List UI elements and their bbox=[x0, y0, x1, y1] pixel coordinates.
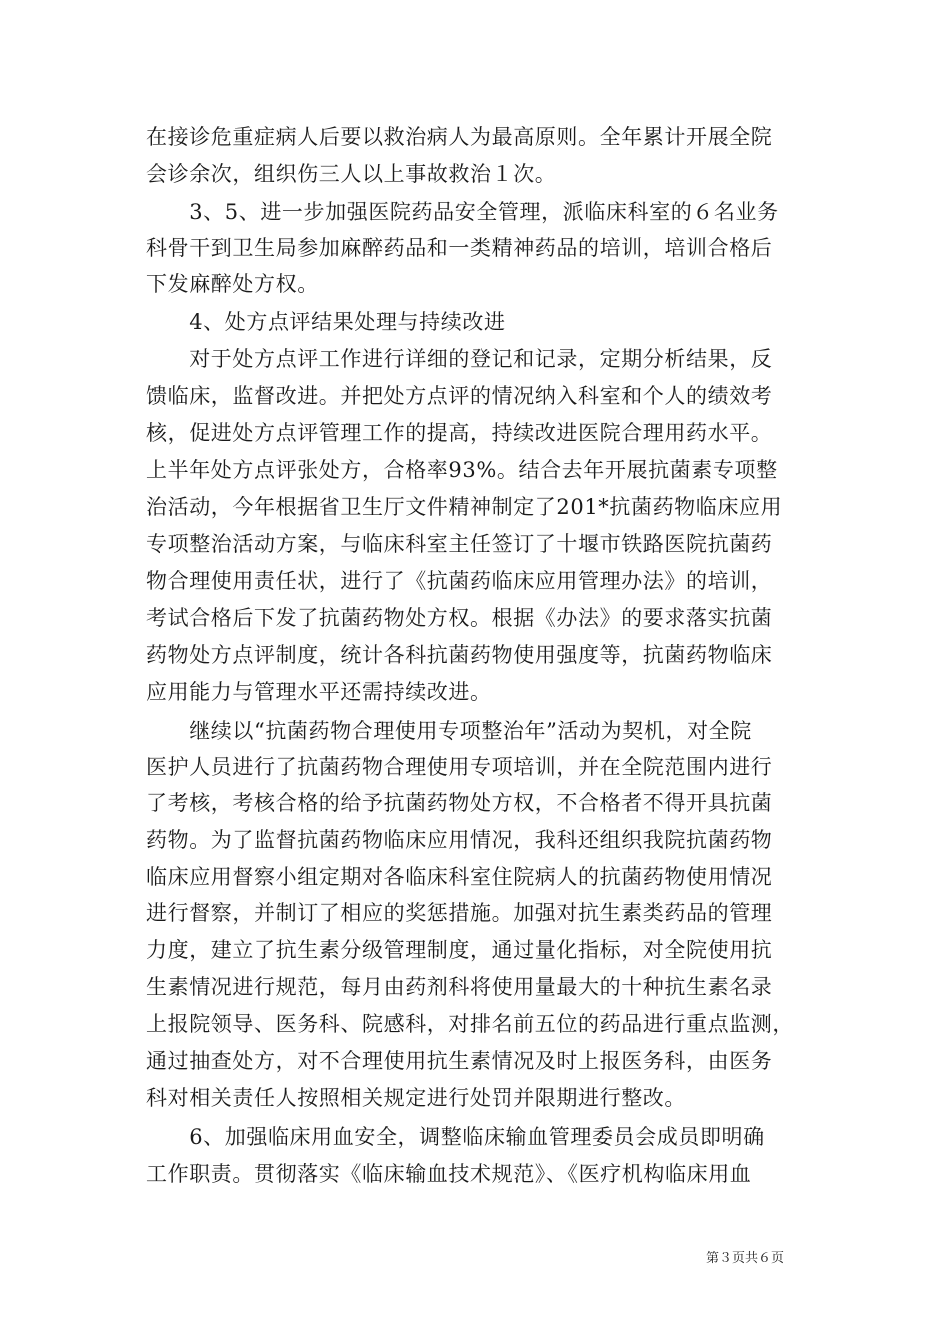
text-line: 继续以“抗菌药物合理使用专项整治年”活动为契机，对全院 bbox=[146, 719, 752, 743]
text-line: 下发麻醉处方权。 bbox=[146, 272, 319, 296]
text-line: 上报院领导、医务科、院感科，对排名前五位的药品进行重点监测， bbox=[146, 1012, 794, 1036]
text-line: 生素情况进行规范，每月由药剂科将使用量最大的十种抗生素名录 bbox=[146, 975, 773, 999]
text-line: 上半年处方点评张处方，合格率93%。结合去年开展抗菌素专项整 bbox=[146, 458, 778, 482]
text-line: 考试合格后下发了抗菌药物处方权。根据《办法》的要求落实抗菌 bbox=[146, 606, 773, 630]
text-line: 专项整治活动方案，与临床科室主任签订了十堰市铁路医院抗菌药 bbox=[146, 532, 773, 556]
text-line: 6、加强临床用血安全，调整临床输血管理委员会成员即明确 bbox=[146, 1125, 765, 1149]
text-line: 4、处方点评结果处理与持续改进 bbox=[146, 310, 506, 334]
text-line: 药物处方点评制度，统计各科抗菌药物使用强度等，抗菌药物临床 bbox=[146, 643, 773, 667]
text-line: 了考核，考核合格的给予抗菌药物处方权，不合格者不得开具抗菌 bbox=[146, 791, 773, 815]
page-footer: 第３页共６页 bbox=[706, 1251, 785, 1266]
text-line: 应用能力与管理水平还需持续改进。 bbox=[146, 680, 492, 704]
text-line: 进行督察，并制订了相应的奖惩措施。加强对抗生素类药品的管理 bbox=[146, 901, 773, 925]
text-line: 治活动，今年根据省卫生厅文件精神制定了201*抗菌药物临床应用 bbox=[146, 495, 783, 519]
text-line: 科对相关责任人按照相关规定进行处罚并限期进行整改。 bbox=[146, 1086, 686, 1110]
text-line: 核，促进处方点评管理工作的提高，持续改进医院合理用药水平。 bbox=[146, 421, 773, 445]
text-line: 3、5、进一步加强医院药品安全管理，派临床科室的６名业务 bbox=[146, 200, 779, 224]
text-line: 在接诊危重症病人后要以救治病人为最高原则。全年累计开展全院 bbox=[146, 125, 773, 149]
text-line: 馈临床，监督改进。并把处方点评的情况纳入科室和个人的绩效考 bbox=[146, 384, 773, 408]
text-line: 对于处方点评工作进行详细的登记和记录，定期分析结果，反 bbox=[146, 347, 773, 371]
text-line: 科骨干到卫生局参加麻醉药品和一类精神药品的培训，培训合格后 bbox=[146, 236, 773, 260]
text-line: 通过抽查处方，对不合理使用抗生素情况及时上报医务科，由医务 bbox=[146, 1049, 773, 1073]
text-line: 物合理使用责任状，进行了《抗菌药临床应用管理办法》的培训， bbox=[146, 569, 773, 593]
text-line: 临床应用督察小组定期对各临床科室住院病人的抗菌药物使用情况 bbox=[146, 865, 773, 889]
text-line: 力度，建立了抗生素分级管理制度，通过量化指标，对全院使用抗 bbox=[146, 938, 773, 962]
text-line: 会诊余次，组织伤三人以上事故救治１次。 bbox=[146, 162, 557, 186]
text-line: 工作职责。贯彻落实《临床输血技术规范》、《医疗机构临床用血 bbox=[146, 1162, 752, 1186]
text-line: 医护人员进行了抗菌药物合理使用专项培训，并在全院范围内进行 bbox=[146, 755, 773, 779]
text-line: 药物。为了监督抗菌药物临床应用情况，我科还组织我院抗菌药物 bbox=[146, 828, 773, 852]
